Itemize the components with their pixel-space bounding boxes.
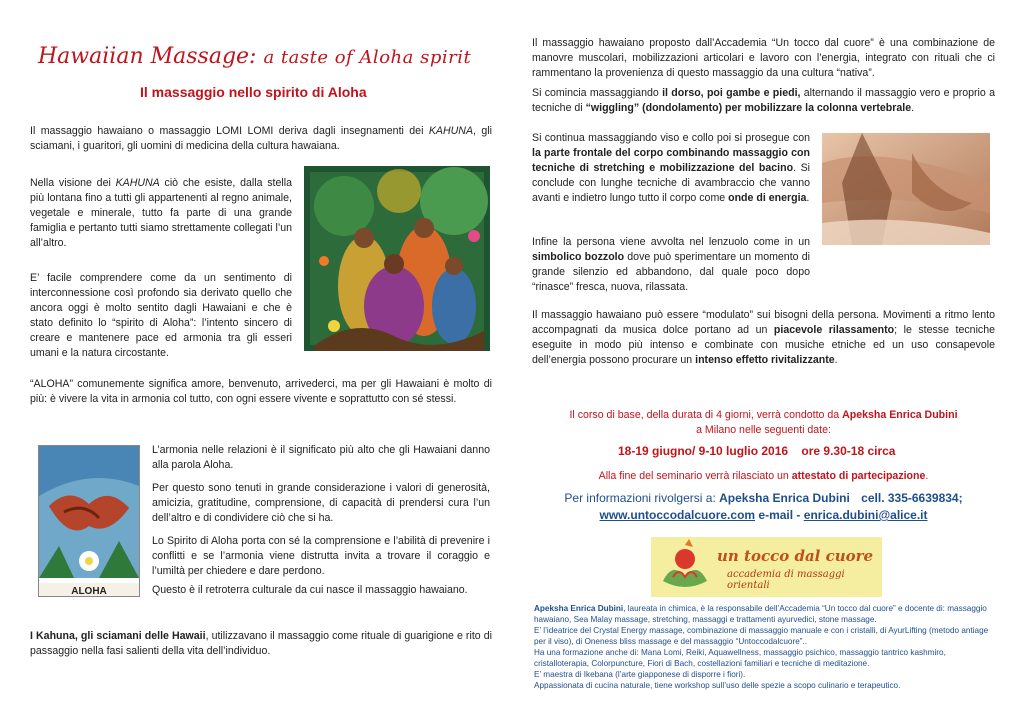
course-dates: 18-19 giugno/ 9-10 luglio 2016 ore 9.30-18 circa — [618, 444, 896, 458]
title-main: Hawaiian Massage: — [38, 44, 257, 69]
contact-info: Per informazioni rivolgersi a: Apeksha Enrica Dubini cell. 335-6639834; www.untoccodalcuore.com e-mail - enrica.dubini@alice.it — [564, 491, 963, 522]
logo-title: un tocco dal cuore — [717, 547, 874, 565]
website-link[interactable]: www.untoccodalcuore.com — [599, 508, 756, 522]
right-paragraph-4: Infine la persona viene avvolta nel lenzuolo come in un simbolico bozzolo dove può sperimentare un momento di grande silenzio ed abbandono, dal quale poco dopo “rinasce” fresca, nuova, rilassata. — [532, 236, 810, 293]
massage-photo — [822, 133, 990, 245]
left-paragraph-5: L’armonia nelle relazioni è il significato più alto che gli Hawaiani danno alla parola Aloha. — [152, 444, 490, 471]
left-paragraph-4: “ALOHA” comunemente significa amore, benvenuto, arrivederci, ma per gli Hawaiani è molto di più: è vivere la vita in armonia col tutto, con ogni essere vivente e soprattutto con sé stessi. — [30, 378, 492, 405]
left-paragraph-1: Il massaggio hawaiano o massaggio LOMI LOMI deriva dagli insegnamenti dei KAHUNA, gli sciamani, i guaritori, gli uomini di medicina della cultura hawaiana. — [30, 125, 492, 152]
page-subtitle: Il massaggio nello spirito di Aloha — [140, 84, 367, 100]
author-bio: Apeksha Enrica Dubini, laureata in chimica, è la responsabile dell’Accademia “Un tocco dal cuore” e docente di: massaggio hawaiano, Sea Malay massage, stretching, massaggi e trattamenti ayurvedici, stone massage. E’ l’ideatrice del Crystal Energy massage, combinazione di massaggio manuale e con i cristalli, di AyurLifting (metodo antiage per il viso), di Oneness bliss massage e del massaggio “Untoccodalcuore”.. Ha una formazione anche di: Mana Lomi, Reiki, Aquawellness, massaggio psichico, massaggio tantrico kashmiro, cristalloterapia, Colorpuncture, Fiori di Bach, costellazioni familiari e tecniche di meditazione. E’ maestra di Ikebana (l’arte giapponese di disporre i fiori). Appassionata di cucina naturale, tiene workshop sull’uso delle spezie a scopo culinario e terapeutico. — [534, 604, 989, 690]
academy-logo — [651, 537, 882, 597]
right-paragraph-2: Si comincia massaggiando il dorso, poi gambe e piedi, alternando il massaggio vero e proprio a tecniche di “wiggling” (dondolamento) per mobilizzare la colonna vertebrale. — [532, 87, 995, 114]
left-paragraph-6: Per questo sono tenuti in grande considerazione i valori di generosità, amicizia, gratitudine, comprensione, di capacità di prendersi cura l’un dell’altro e di condividere ciò che si ha. — [152, 482, 490, 524]
left-paragraph-3: E’ facile comprendere come da un sentimento di interconnessione così profondo sia derivato quello che ancora oggi è molto sentito dagli Hawaiani e che è stato definito lo “spirito di Aloha”: l’intento sincero di creare e mantenere pace ed armonia tra gli esseri umani e la natura circostante. — [30, 272, 292, 359]
aloha-image — [38, 445, 140, 597]
certificate-note: Alla fine del seminario verrà rilasciato un attestato di partecipazione. — [598, 470, 929, 482]
painting-art — [304, 166, 490, 351]
left-paragraph-9: I Kahuna, gli sciamani delle Hawaii, utilizzavano il massaggio come rituale di guarigione e rito di passaggio nella fasi salienti della vita dell’individuo. — [30, 630, 492, 657]
right-paragraph-3: Si continua massaggiando viso e collo poi si prosegue con la parte frontale del corpo combinando massaggio con tecniche di stretching e mobilizzazione del bacino. Si conclude con lunghe tecniche di avambraccio che vanno avanti e indietro lungo tutto il corpo come onde di energia. — [532, 132, 811, 204]
hawaiian-painting-image — [304, 166, 490, 351]
course-announcement: Il corso di base, della durata di 4 giorni, verrà condotto da Apeksha Enrica Dubini a Milano nelle seguenti date: — [569, 409, 958, 436]
aloha-caption: ALOHA — [39, 583, 139, 597]
right-paragraph-1: Il massaggio hawaiano proposto dall’Accademia “Un tocco dal cuore” è una combinazione de manovre muscolari, mobilizzazioni articolari e lavoro con l’energia, integrato con rituali che ci rammentano la provenienza di questo massaggio da una cultura “nativa”. — [532, 37, 995, 79]
lotus-icon — [655, 537, 715, 597]
left-paragraph-2: Nella visione dei KAHUNA ciò che esiste, dalla stella più lontana fino a tutti gli appartenenti al regno animale, vegetale e minerale, tutto fa parte di una grande famiglia e pertanto tutti siamo strettamente collegati l’un all’altro. — [30, 177, 292, 249]
logo-subtitle: accademia di massaggi orientali — [727, 569, 845, 591]
left-paragraph-7: Lo Spirito di Aloha porta con sé la comprensione e l’abilità di prevenire i conflitti e se l’armonia viene distrutta invita a trovare il coraggio e l’umiltà per chiedere e dare perdono. — [152, 535, 490, 577]
massage-photo-art — [822, 133, 990, 245]
right-paragraph-5: Il massaggio hawaiano può essere “modulato” sui bisogni della persona. Movimenti a ritmo lento accompagnati da musica dolce portano ad un piacevole rilassamento; le stesse tecniche eseguite in modo più intenso e combinate con musiche etniche ed un uso consapevole dell’energia possono procurare un intenso effetto rivitalizzante. — [532, 309, 995, 366]
aloha-art — [39, 446, 139, 578]
page-title — [38, 44, 488, 69]
title-sub: a taste of Aloha spirit — [263, 47, 472, 68]
email-link[interactable]: enrica.dubini@alice.it — [803, 508, 928, 522]
left-paragraph-8: Questo è il retroterra culturale da cui nasce il massaggio hawaiano. — [152, 584, 468, 596]
